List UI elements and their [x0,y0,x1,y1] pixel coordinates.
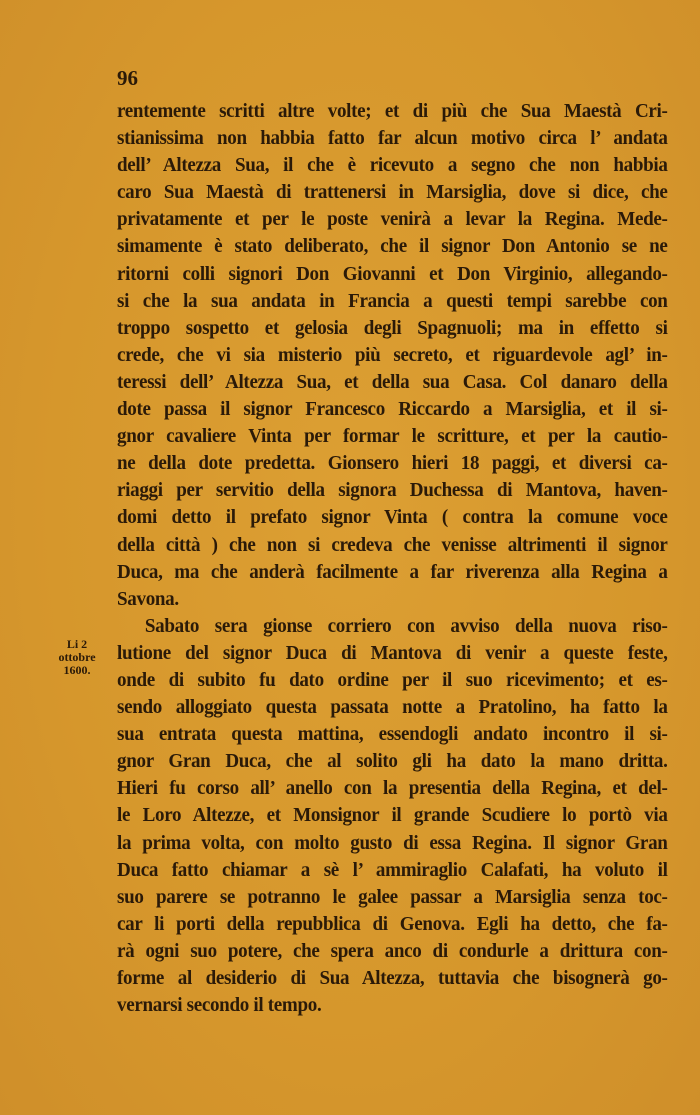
text-line: Duca, ma che anderà facilmente a far riverenza alla Regina a [117,560,668,583]
text-line: Hieri fu corso all’ anello con la presentia della Regina, et del- [117,777,668,800]
text-line: lutione del signor Duca di Mantova di venir a queste feste, [117,641,668,664]
text-line: gnor cavaliere Vinta per formar le scritture, et per la cautio- [117,425,668,448]
page-number: 96 [117,66,138,90]
text-line: Sabato sera gionse corriero con avviso della nuova riso- [144,614,668,637]
text-line: ritorni colli signori Don Giovanni et Don Virginio, allegando- [117,262,668,285]
text-line: privatamente et per le poste venirà a levar la Regina. Mede- [117,208,668,231]
text-line: teressi dell’ Altezza Sua, et della sua Casa. Col danaro della [117,370,668,393]
text-line: gnor Gran Duca, che al solito gli ha dato la mano dritta. [117,750,668,773]
text-line: sua entrata questa mattina, essendogli andato incontro il si- [117,723,668,746]
text-line: car li porti della repubblica di Genova. Egli ha detto, che fa- [117,912,668,935]
text-line: onde di subito fu dato ordine per il suo ricevimento; et es- [117,668,668,691]
text-line: riaggi per servitio della signora Duchessa di Mantova, haven- [117,479,668,502]
text-line: la prima volta, con molto gusto di essa Regina. Il signor Gran [117,831,668,854]
text-line: dote passa il signor Francesco Riccardo a Marsiglia, et il si- [117,398,668,421]
text-line: dell’ Altezza Sua, il che è ricevuto a segno che non habbia [117,154,668,177]
text-line: domi detto il prefato signor Vinta ( contra la comune voce [117,506,668,529]
margin-date-note [44,638,110,677]
margin-note-line: 1600. [63,663,91,677]
margin-note-line: ottobre [58,650,96,664]
text-line: simamente è stato deliberato, che il signor Don Antonio se ne [117,235,668,258]
text-line: troppo sospetto et gelosia degli Spagnuoli; ma in effetto si [117,316,668,339]
text-line: Savona. [117,587,179,610]
text-line: ne della dote predetta. Gionsero hieri 18 paggi, et diversi ca- [117,452,668,475]
body-text [117,98,668,1019]
text-line: caro Sua Maestà di trattenersi in Marsiglia, dove si dice, che [117,181,668,204]
text-line: crede, che vi sia misterio più secreto, et riguardevole agl’ in- [117,343,668,366]
text-line: stianissima non habbia fatto far alcun motivo circa l’ andata [117,127,668,150]
text-line: le Loro Altezze, et Monsignor il grande Scudiere lo portò via [117,804,668,827]
text-line: si che la sua andata in Francia a questi tempi sarebbe con [117,289,668,312]
text-line: forme al desiderio di Sua Altezza, tuttavia che bisognerà go- [117,967,668,989]
text-line: rentemente scritti altre volte; et di più che Sua Maestà Cri- [117,100,668,122]
text-line: sendo alloggiato questa passata notte a Pratolino, ha fatto la [117,696,668,719]
text-line: vernarsi secondo il tempo. [117,994,322,1017]
text-line: Duca fatto chiamar a sè l’ ammiraglio Calafati, ha voluto il [117,858,668,881]
text-line: della città ) che non si credeva che venisse altrimenti il signor [117,533,668,556]
text-line: suo parere se potranno le galee passar a Marsiglia senza toc- [117,885,668,908]
text-line: rà ogni suo potere, che spera anco di condurle a drittura con- [117,939,668,962]
margin-note-line: Li 2 [66,637,88,651]
